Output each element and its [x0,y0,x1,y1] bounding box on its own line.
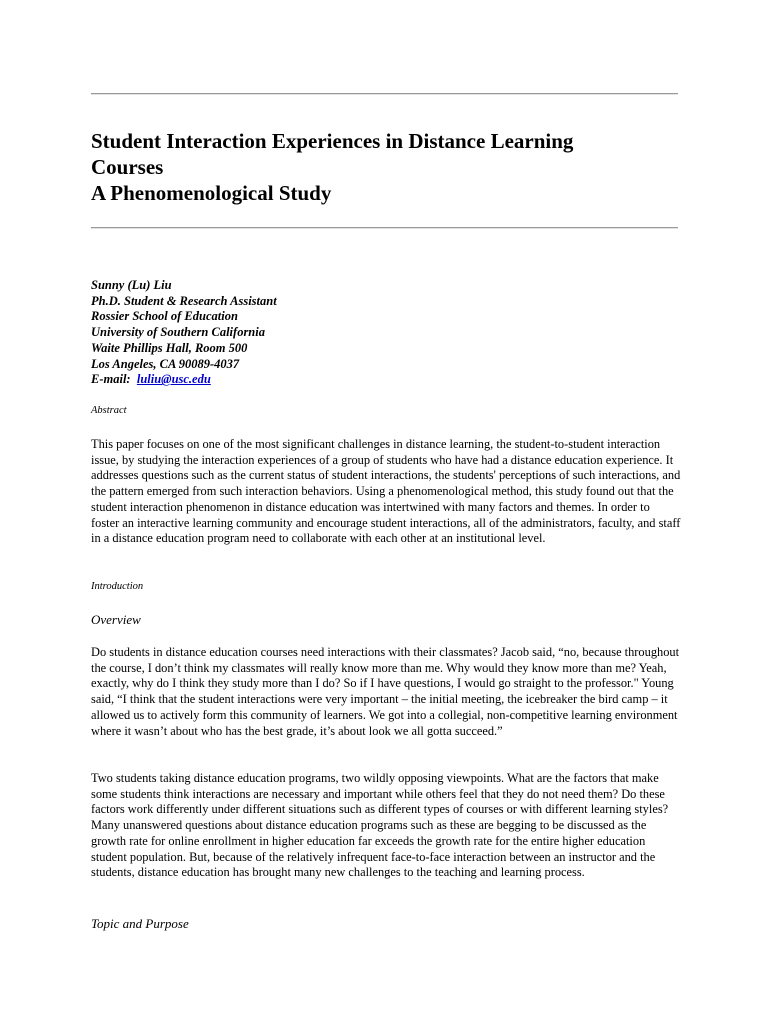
title-divider [91,227,678,229]
author-university: University of Southern California [91,325,265,340]
overview-heading: Overview [91,612,141,627]
abstract-paragraph: This paper focuses on one of the most significant challenges in distance learning, the student-to-student interaction issue, by studying the interaction experiences of a group of students who have had a distance education experience. It addresses questions such as the current status of student interactions, the students' perceptions of such interactions, and the pattern emerged from such interaction behaviors. Using a phenomenological method, this study found out that the student interaction phenomenon in distance education was intertwined with many factors and themes. In order to foster an interactive learning community and encourage student interactions, all of the administrators, faculty, and staff in a distance education program need to collaborate with each other at an institutional level. [91,437,681,546]
page-title [91,128,679,206]
overview-paragraph-1: Do students in distance education courses need interactions with their classmates? Jacob said, “no, because throughout the course, I don’t think my classmates will really know more than me. Why would they know more than me? Yeah, exactly, why do I think they study more than I do? So if I have questions, I would go straight to the professor." Young said, “I think that the student interactions were very important – the initial meeting, the icebreaker the bird camp – it allowed us to actively form this community of learners. We got into a collegial, non-competitive learning environment where it wasn’t about who has the best grade, it’s about look we all gotta succeed.” [91,645,680,738]
email-label: E-mail: [91,372,131,387]
email-link[interactable]: luliu@usc.edu [136,372,211,387]
title-line-3: A Phenomenological Study [91,181,332,205]
author-name: Sunny (Lu) Liu [91,278,172,292]
author-block [91,278,679,388]
author-email-line [91,372,679,388]
topic-purpose-heading: Topic and Purpose [91,916,189,931]
abstract-heading: Abstract [91,405,127,416]
author-position: Ph.D. Student & Research Assistant [91,293,277,308]
author-city: Los Angeles, CA 90089-4037 [91,356,240,371]
overview-paragraph-2: Two students taking distance education programs, two wildly opposing viewpoints. What are the factors that make some students think interactions are necessary and important while others feel that they do not need them? Do these factors work differently under different situations such as different types of courses or with different learning styles? Many unanswered questions about distance education programs such as these are begging to be discussed as the growth rate for online enrollment in higher education far exceeds the growth rate for the entire higher education student population. But, because of the relatively infrequent face-to-face interaction between an instructor and the students, distance education has brought many new challenges to the teaching and learning process. [91,771,669,880]
title-line-1: Student Interaction Experiences in Distance Learning [91,129,574,153]
author-school: Rossier School of Education [91,309,238,324]
introduction-heading: Introduction [91,581,144,592]
top-divider [91,93,678,95]
author-address: Waite Phillips Hall, Room 500 [91,340,248,355]
title-line-2: Courses [91,155,164,179]
